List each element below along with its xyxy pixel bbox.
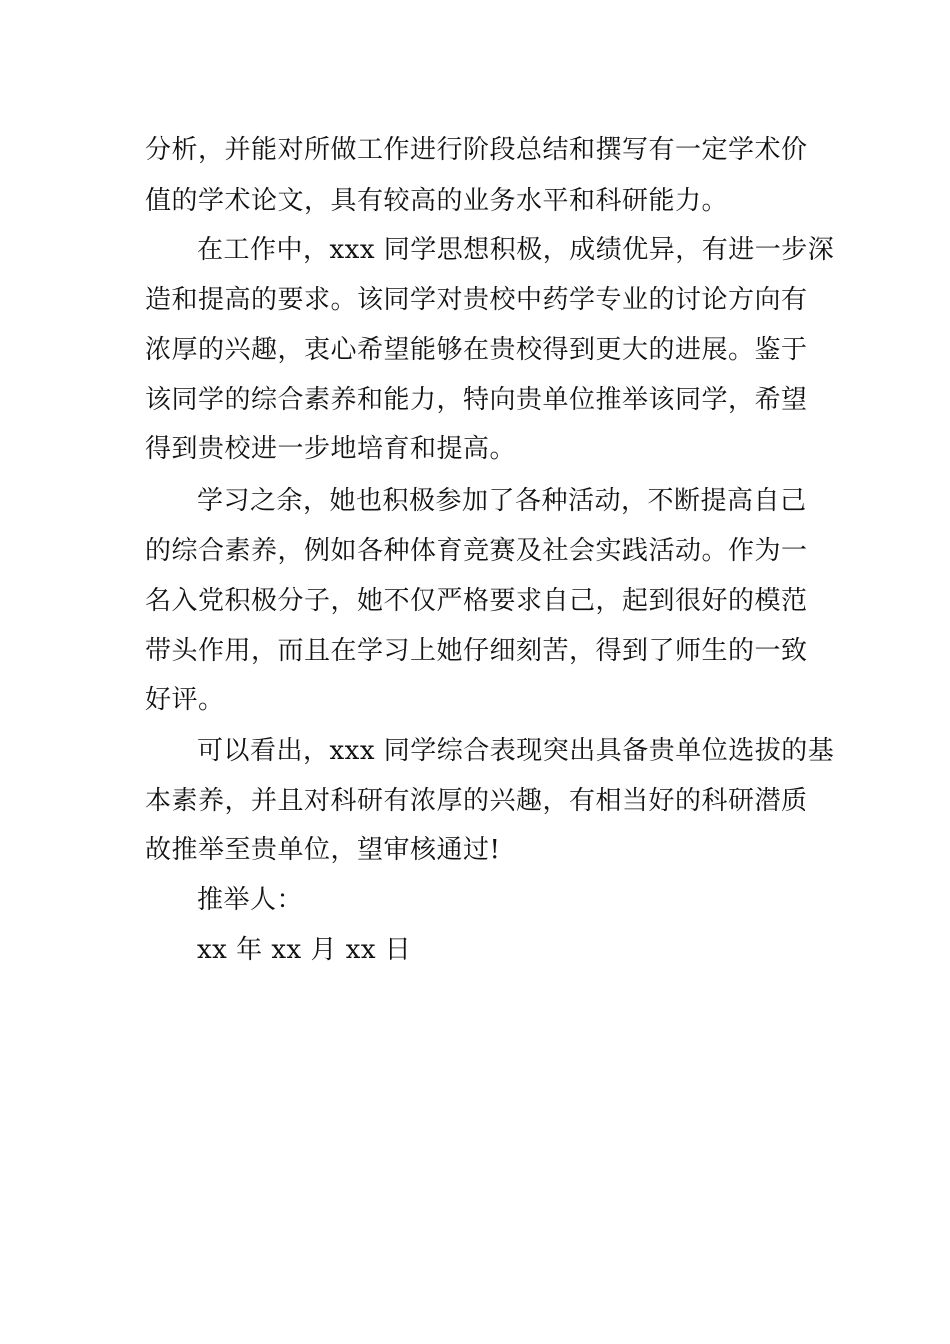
recommender-label: 推举人： bbox=[197, 885, 304, 915]
paragraph-3-line-1: 学习之余，她也积极参加了各种活动，不断提高自己 bbox=[197, 486, 807, 516]
paragraph-3-line-3: 名入党积极分子，她不仅严格要求自己，起到很好的模范 bbox=[145, 586, 808, 616]
paragraph-3-line-5: 好评。 bbox=[145, 685, 225, 715]
paragraph-4-line-3: 故推举至贵单位，望审核通过! bbox=[145, 835, 501, 865]
paragraph-2-line-1: 在工作中，xxx 同学思想积极，成绩优异，有进一步深 bbox=[197, 235, 835, 265]
paragraph-4-line-1: 可以看出，xxx 同学综合表现突出具备贵单位选拔的基 bbox=[197, 736, 835, 766]
paragraph-2-line-2: 造和提高的要求。该同学对贵校中药学专业的讨论方向有 bbox=[145, 285, 808, 315]
paragraph-2-line-3: 浓厚的兴趣，衷心希望能够在贵校得到更大的进展。鉴于 bbox=[145, 335, 808, 365]
paragraph-4-line-2: 本素养，并且对科研有浓厚的兴趣，有相当好的科研潜质 bbox=[145, 786, 808, 816]
paragraph-3-line-4: 带头作用，而且在学习上她仔细刻苦，得到了师生的一致 bbox=[145, 636, 808, 666]
paragraph-2-line-5: 得到贵校进一步地培育和提高。 bbox=[145, 434, 517, 464]
paragraph-3-line-2: 的综合素养，例如各种体育竞赛及社会实践活动。作为一 bbox=[145, 536, 808, 566]
paragraph-2-line-4: 该同学的综合素养和能力，特向贵单位推举该同学，希望 bbox=[145, 385, 808, 415]
signature-date: xx 年 xx 月 xx 日 bbox=[197, 935, 412, 965]
paragraph-1-line-1: 分析，并能对所做工作进行阶段总结和撰写有一定学术价 bbox=[145, 135, 808, 165]
paragraph-1-line-2: 值的学术论文，具有较高的业务水平和科研能力。 bbox=[145, 186, 729, 216]
